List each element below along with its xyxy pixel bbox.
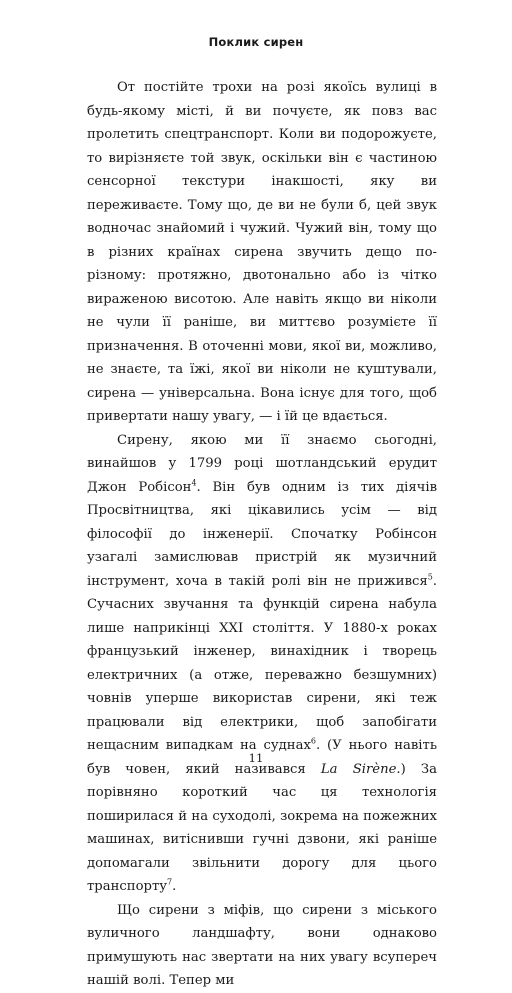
footnote-ref: 5 (427, 572, 433, 582)
italic-text: La Sirène (320, 761, 397, 777)
running-header: Поклик сирен (208, 35, 304, 49)
page-number: 11 (248, 751, 264, 765)
paragraph: Що сирени з міфів, що сирени з міського вуличного ландшафту, вони однаково примушують нас звертати на них увагу всупереч нашій волі. Тепер ми (87, 902, 437, 988)
paragraph: От постійте трохи на розі якоїсь вулиці в будь-якому місті, й ви почуєте, як повз вас пролетить спецтранспорт. Коли ви подорожуєте, то вирізняєте той звук, оскільки він є частиною сенсорної текстури інакшості, яку ви переживаєте. Тому що, де ви не були б, цей звук водночас знайомий і чужий. Чужий він, тому що в різних країнах сирена звучить дещо по-різному: протяжно, двотонально або із чітко вираженою висотою. Але навіть якщо ви ніколи не чули її раніше, ви миттєво розумієте її призначення. В оточенні мови, якої ви, можливо, не знаєте, та їжі, якої ви ніколи не куштували, сирена — універсальна. Вона існує для того, щоб привертати нашу увагу, — і їй це вдається. (87, 80, 437, 424)
footnote-ref: 6 (310, 736, 316, 746)
paragraph: Сирену, якою ми її знаємо сьогодні, винайшов у 1799 році шотландський ерудит Джон Робісон$^4$. Він був одним із тих діячів Просвітництва, які цікавились усім — від філософії до інженерії. Спочатку Робінсон узагалі замислював пристрій як музичний інструмент, хоча в такій ролі він не прижився$^5$. Сучасних звучання та функцій сирена набула лише наприкінці XXI століття. У 1880-х роках французький інженер, винахідник і творець електричних (а отже, переважно безшумних) човнів уперше використав сирени, які теж працювали від електрики, щоб запобігати нещасним випадкам на суднах$^6$. (У нього навіть був човен, який називався La Sirène.) За порівняно короткий час ця технологія поширилася й на суходолі, зокрема на пожежних машинах, витіснивши гучні дзвони, які раніше допомагали звільнити дорогу для цього транспорту$^7$. (87, 432, 437, 894)
body-text (87, 76, 437, 993)
footnote-ref: 7 (167, 877, 173, 887)
footnote-ref: 4 (191, 478, 197, 488)
